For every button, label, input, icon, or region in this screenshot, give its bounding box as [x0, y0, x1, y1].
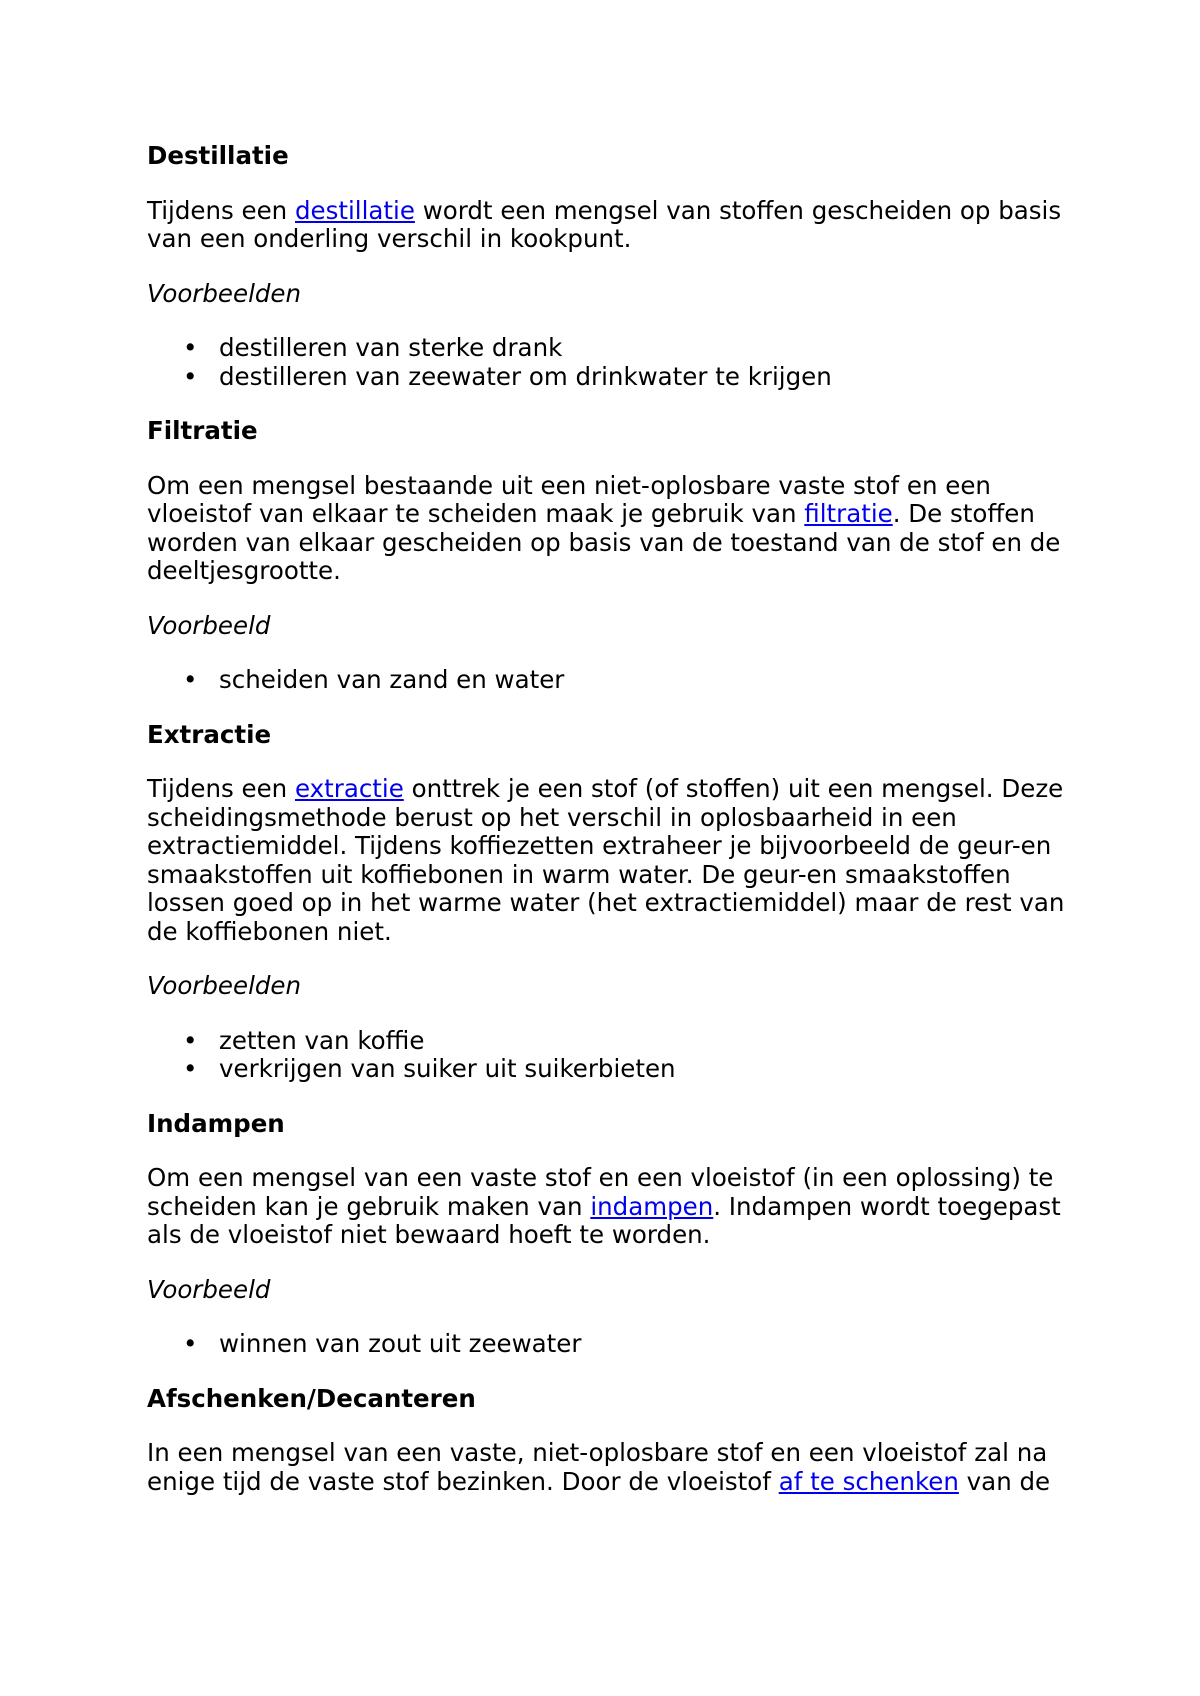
list-item-text: verkrijgen van suiker uit suikerbieten — [219, 1054, 676, 1083]
examples-label: Voorbeeld — [147, 1274, 271, 1304]
paragraph-text: . Indampen wordt toegepast als de vloeistof niet bewaard hoeft te worden. — [147, 1191, 1061, 1249]
bullet-icon: • — [183, 1329, 198, 1358]
list-item-text: scheiden van zand en water — [219, 665, 565, 694]
link-indampen[interactable]: indampen — [590, 1191, 714, 1221]
list-item — [147, 334, 1087, 363]
list-item-text: destilleren van sterke drank — [219, 333, 563, 362]
link-af-te-schenken[interactable]: af te schenken — [778, 1466, 959, 1496]
examples-label: Voorbeelden — [147, 278, 302, 308]
link-extractie[interactable]: extractie — [295, 774, 404, 803]
section-heading-destillatie: Destillatie — [147, 141, 289, 170]
examples-list — [147, 1330, 1087, 1359]
examples-label: Voorbeeld — [147, 610, 271, 640]
paragraph-text: wordt een mengsel van stoffen gescheiden op basis van een onderling verschil in kookpunt. — [147, 195, 1062, 253]
bullet-icon: • — [183, 1054, 198, 1083]
bullet-icon: • — [183, 361, 198, 391]
link-filtratie[interactable]: filtratie — [804, 499, 893, 528]
paragraph-text: Om een mengsel van een vaste stof en een vloeistof (in een oplossing) te scheiden kan je gebruik maken van — [147, 1163, 1054, 1221]
document-page — [147, 142, 1087, 1522]
examples-label: Voorbeelden — [147, 971, 302, 1000]
section-paragraph-filtratie — [147, 472, 1087, 586]
examples-list — [147, 666, 1087, 695]
list-item-text: destilleren van zeewater om drinkwater te krijgen — [219, 361, 832, 391]
list-item — [147, 1027, 1087, 1056]
list-item — [147, 666, 1087, 695]
section-heading-extractie: Extractie — [147, 719, 272, 749]
list-item-text: zetten van koffie — [219, 1025, 425, 1055]
paragraph-text: onttrek je een stof (of stoffen) uit een mengsel. Deze scheidingsmethode berust op het verschil in oplosbaarheid in een extractiemiddel. Tijdens koffiezetten extraheer je bijvoorbeeld de geur-en smaakstoffen uit koffiebonen in warm water. De geur-en smaakstoffen lossen goed op in het warme water (het extractiemiddel) maar de rest van de koffiebonen niet. — [147, 774, 1065, 946]
list-item — [147, 1330, 1087, 1359]
section-paragraph-destillatie — [147, 197, 1087, 254]
list-item-text: winnen van zout uit zeewater — [219, 1329, 582, 1358]
list-item — [147, 1055, 1087, 1084]
paragraph-text: Om een mengsel bestaande uit een niet-oplosbare vaste stof en een vloeistof van elkaar te scheiden maak je gebruik van — [147, 470, 991, 528]
paragraph-text: . De stoffen worden van elkaar gescheiden op basis van de toestand van de stof en de deeltjesgrootte. — [147, 499, 1061, 585]
examples-list — [147, 1027, 1087, 1084]
list-item — [147, 363, 1087, 392]
section-heading-afschenken-decanteren: Afschenken/Decanteren — [147, 1383, 476, 1413]
section-paragraph-afschenken — [147, 1439, 1087, 1496]
section-heading-indampen: Indampen — [147, 1108, 285, 1138]
paragraph-text: Tijdens een — [147, 195, 295, 225]
section-heading-filtratie: Filtratie — [147, 416, 258, 445]
bullet-icon: • — [183, 333, 198, 362]
bullet-icon: • — [183, 1025, 198, 1055]
bullet-icon: • — [183, 665, 198, 694]
paragraph-text: In een mengsel van een vaste, niet-oplosbare stof en een vloeistof zal na enige tijd de vaste stof bezinken. Door de vloeistof — [147, 1438, 1048, 1496]
examples-list — [147, 334, 1087, 391]
link-destillatie[interactable]: destillatie — [295, 195, 415, 225]
paragraph-text: van de — [958, 1466, 1051, 1496]
section-paragraph-indampen — [147, 1164, 1087, 1250]
section-paragraph-extractie — [147, 775, 1087, 946]
paragraph-text: Tijdens een — [147, 774, 295, 803]
